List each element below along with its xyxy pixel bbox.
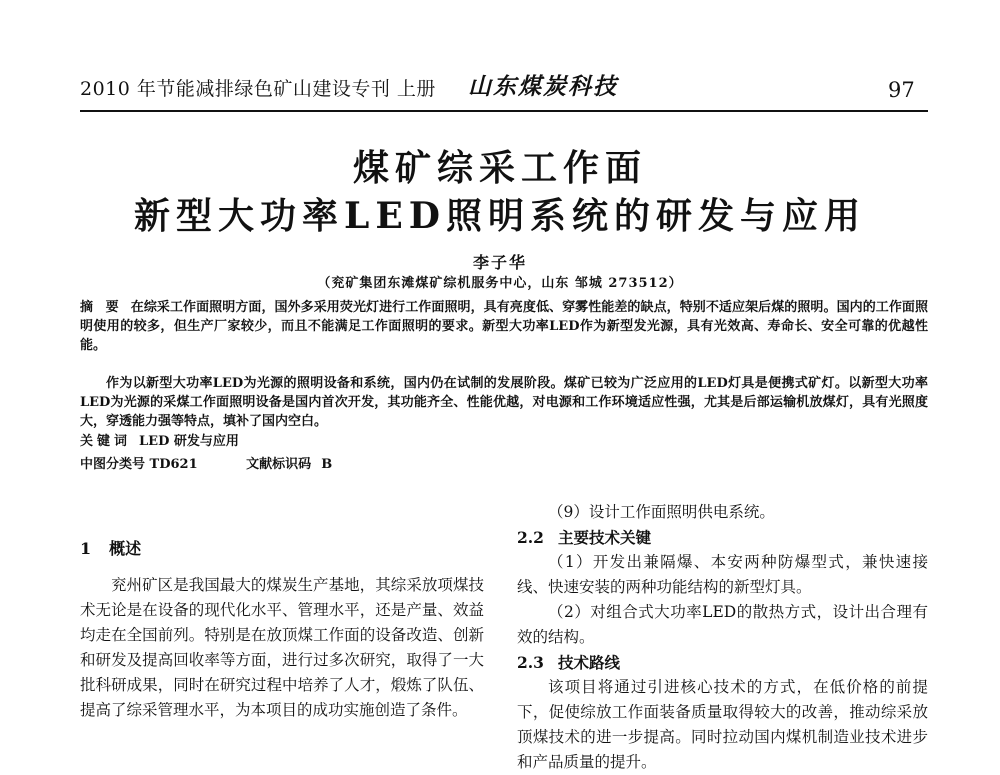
abstract-paragraph-2 — [80, 374, 928, 431]
keywords-label: 关键词 — [80, 434, 132, 449]
abstract-label: 摘 要 — [80, 300, 123, 315]
article-title-line2: 新型大功率LED照明系统的研发与应用 — [134, 195, 866, 237]
classification-line — [80, 455, 928, 474]
author-name: 李子华 — [472, 253, 527, 272]
left-column — [80, 536, 484, 723]
section-2-2-item-2: （2）对组合式大功率LED的散热方式，设计出合理有效的结构。 — [517, 603, 928, 646]
section-2-2-title: 主要技术关键 — [557, 528, 651, 547]
author-affiliation: （兖矿集团东滩煤矿综机服务中心，山东 邹城 273512） — [317, 276, 683, 291]
right-column — [517, 500, 928, 775]
journal-issue: 2010 年节能减排绿色矿山建设专刊 上册 — [80, 78, 436, 100]
section-2-2-item-1: （1）开发出兼隔爆、本安两种防爆型式，兼快速接线、快速安装的两种功能结构的新型灯具。 — [517, 553, 928, 596]
classification-value: TD621 — [149, 457, 198, 472]
keywords-line — [80, 432, 928, 451]
abstract-text-1: 在综采工作面照明方面，国外多采用荧光灯进行工作面照明，具有亮度低、穿雾性能差的缺点，特别不适应架后煤的照明。国内的工作面照明使用的较多，但生产厂家较少，而且不能满足工作面照明的要求。新型大功率LED作为新型发光源，具有光效高、寿命长、安全可靠的优越性能。 — [80, 300, 928, 353]
section-1-paragraph: 兖州矿区是我国最大的煤炭生产基地，其综采放项煤技术无论是在设备的现代化水平、管理水平，还是产量、效益均走在全国前列。特别是在放顶煤工作面的设备改造、创新和研发及提高回收率等方面，进行过多次研究，取得了一大批科研成果，同时在研究过程中培养了人才，煅炼了队伍、提高了综采管理水平，为本项目的成功实施创造了条件。 — [80, 576, 484, 719]
item-9: （9）设计工作面照明供电系统。 — [548, 503, 775, 521]
doc-code-value: B — [321, 457, 333, 472]
doc-code-label: 文献标识码 — [246, 457, 312, 472]
section-1-heading — [80, 536, 484, 561]
keywords-value: LED 研发与应用 — [139, 434, 239, 449]
section-1-number: 1 — [80, 539, 92, 558]
section-2-2-number: 2.2 — [517, 528, 544, 547]
header-rule — [80, 110, 928, 112]
section-2-3-paragraph: 该项目将通过引进核心技术的方式，在低价格的前提下，促使综放工作面装备质量取得较大的改善，推动综采放顶煤技术的进一步提高。同时拉动国内煤机制造业技术进步和产品质量的提升。 — [517, 678, 928, 771]
page-number: 97 — [888, 78, 915, 102]
section-2-3-number: 2.3 — [517, 653, 544, 672]
section-2-2-heading — [517, 525, 928, 550]
journal-logo: 山东煤炭科技 — [468, 73, 618, 100]
section-1-title: 概述 — [109, 539, 142, 558]
classification-label: 中图分类号 — [80, 457, 146, 472]
section-2-3-title: 技术路线 — [557, 653, 620, 672]
abstract-paragraph-1 — [80, 298, 928, 355]
abstract-text-2: 作为以新型大功率LED为光源的照明设备和系统，国内仍在试制的发展阶段。煤矿已较为广泛应用的LED灯具是便携式矿灯。以新型大功率LED为光源的采煤工作面照明设备是国内首次开发，其功能齐全、性能优越，对电源和工作环境适应性强，尤其是后部运输机放煤灯，具有光照度大，穿透能力强等特点，填补了国内空白。 — [80, 376, 928, 429]
article-title-line1: 煤矿综采工作面 — [352, 147, 647, 189]
section-2-3-heading — [517, 650, 928, 675]
